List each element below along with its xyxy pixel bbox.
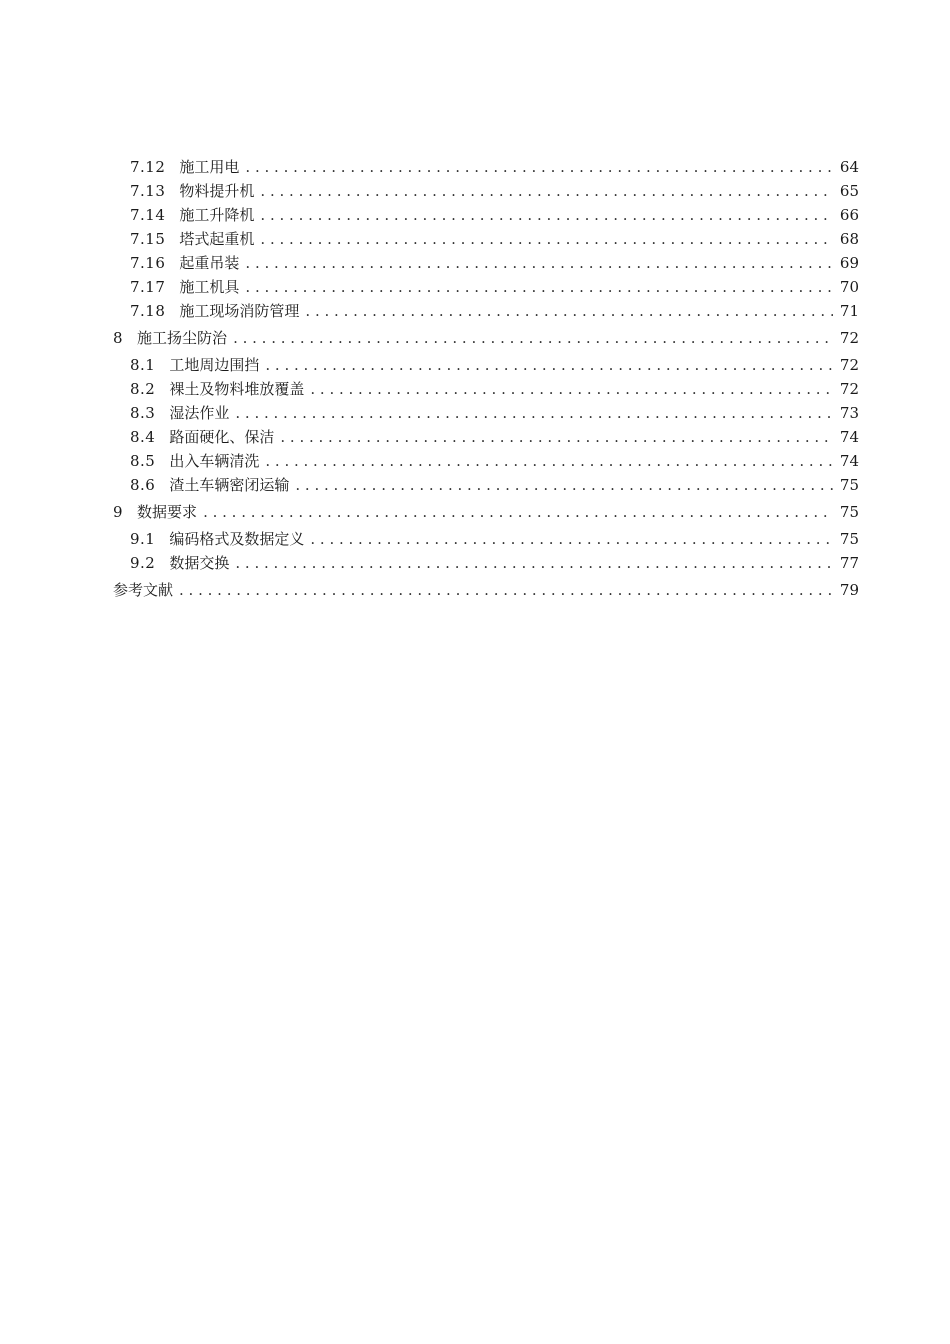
toc-entry-number: 8.3 [130, 404, 156, 422]
toc-entry-page-number: 71 [839, 302, 859, 320]
toc-entry-page-number: 64 [839, 158, 859, 176]
toc-entry[interactable] [113, 527, 859, 551]
toc-dot-leader [305, 299, 833, 323]
toc-dot-leader [245, 275, 833, 299]
toc-entry-page-number: 75 [839, 476, 859, 494]
toc-entry-title: 裸土及物料堆放覆盖 [169, 380, 305, 398]
toc-entry-number: 8.2 [130, 380, 156, 398]
toc-entry-page-number: 72 [839, 329, 859, 347]
toc-entry[interactable] [113, 401, 859, 425]
toc-entry[interactable] [113, 449, 859, 473]
toc-entry[interactable] [113, 251, 859, 275]
toc-entry-number: 7.17 [130, 278, 166, 296]
toc-entry-number: 7.14 [130, 206, 166, 224]
toc-entry-title: 数据要求 [137, 503, 198, 521]
toc-entry-title: 参考文献 [113, 581, 174, 599]
toc-entry-title: 起重吊装 [179, 254, 240, 272]
toc-entry[interactable] [113, 299, 859, 323]
toc-entry[interactable] [113, 551, 859, 575]
toc-dot-leader [245, 155, 833, 179]
toc-entry-title: 路面硬化、保洁 [169, 428, 275, 446]
toc-entry[interactable] [113, 473, 859, 497]
toc-entry-number: 7.12 [130, 158, 166, 176]
toc-dot-leader [280, 425, 833, 449]
toc-entry[interactable] [113, 353, 859, 377]
toc-dot-leader [235, 401, 833, 425]
toc-entry-title: 施工机具 [179, 278, 240, 296]
toc-entry-page-number: 73 [839, 404, 859, 422]
toc-dot-leader [203, 497, 833, 527]
toc-entry-title: 湿法作业 [169, 404, 230, 422]
toc-entry-page-number: 77 [839, 554, 859, 572]
toc-entry-number: 7.18 [130, 302, 166, 320]
toc-entry-page-number: 79 [839, 581, 859, 599]
toc-entry-number: 9 [113, 503, 124, 521]
toc-dot-leader [245, 251, 833, 275]
toc-entry[interactable] [113, 155, 859, 179]
toc-entry-page-number: 69 [839, 254, 859, 272]
toc-entry[interactable] [113, 575, 859, 605]
toc-entry-number: 8.5 [130, 452, 156, 470]
toc-entry-page-number: 70 [839, 278, 859, 296]
toc-dot-leader [265, 449, 833, 473]
toc-entry-number: 8.1 [130, 356, 156, 374]
toc-entry-page-number: 68 [839, 230, 859, 248]
toc-entry-page-number: 66 [839, 206, 859, 224]
toc-entry-title: 物料提升机 [179, 182, 255, 200]
toc-dot-leader [233, 323, 833, 353]
toc-entry-number: 7.13 [130, 182, 166, 200]
toc-entry-page-number: 72 [839, 380, 859, 398]
toc-entry-title: 工地周边围挡 [169, 356, 260, 374]
toc-entry-title: 数据交换 [169, 554, 230, 572]
toc-entry[interactable] [113, 323, 859, 353]
toc-entry-title: 施工扬尘防治 [137, 329, 228, 347]
table-of-contents [113, 155, 859, 605]
toc-entry-title: 塔式起重机 [179, 230, 255, 248]
toc-entry-number: 7.15 [130, 230, 166, 248]
toc-entry-page-number: 72 [839, 356, 859, 374]
toc-entry-page-number: 75 [839, 530, 859, 548]
toc-entry-page-number: 74 [839, 452, 859, 470]
toc-entry-title: 施工现场消防管理 [179, 302, 300, 320]
toc-entry[interactable] [113, 275, 859, 299]
toc-entry[interactable] [113, 179, 859, 203]
toc-entry-number: 8.6 [130, 476, 156, 494]
toc-entry-title: 施工用电 [179, 158, 240, 176]
toc-entry-page-number: 74 [839, 428, 859, 446]
toc-entry-page-number: 65 [839, 182, 859, 200]
toc-dot-leader [295, 473, 833, 497]
toc-entry-title: 渣土车辆密闭运输 [169, 476, 290, 494]
toc-entry-title: 出入车辆清洗 [169, 452, 260, 470]
toc-dot-leader [310, 527, 833, 551]
toc-entry-number: 9.2 [130, 554, 156, 572]
toc-dot-leader [260, 179, 833, 203]
toc-entry[interactable] [113, 227, 859, 251]
toc-entry-page-number: 75 [839, 503, 859, 521]
toc-entry[interactable] [113, 377, 859, 401]
toc-dot-leader [260, 227, 833, 251]
toc-entry-number: 8 [113, 329, 124, 347]
toc-entry-number: 9.1 [130, 530, 156, 548]
toc-entry[interactable] [113, 497, 859, 527]
toc-entry-title: 施工升降机 [179, 206, 255, 224]
toc-dot-leader [235, 551, 833, 575]
toc-entry[interactable] [113, 203, 859, 227]
toc-dot-leader [310, 377, 833, 401]
toc-entry-number: 7.16 [130, 254, 166, 272]
toc-entry-number: 8.4 [130, 428, 156, 446]
toc-entry[interactable] [113, 425, 859, 449]
toc-dot-leader [265, 353, 833, 377]
toc-dot-leader [179, 575, 833, 605]
toc-entry-title: 编码格式及数据定义 [169, 530, 305, 548]
toc-dot-leader [260, 203, 833, 227]
